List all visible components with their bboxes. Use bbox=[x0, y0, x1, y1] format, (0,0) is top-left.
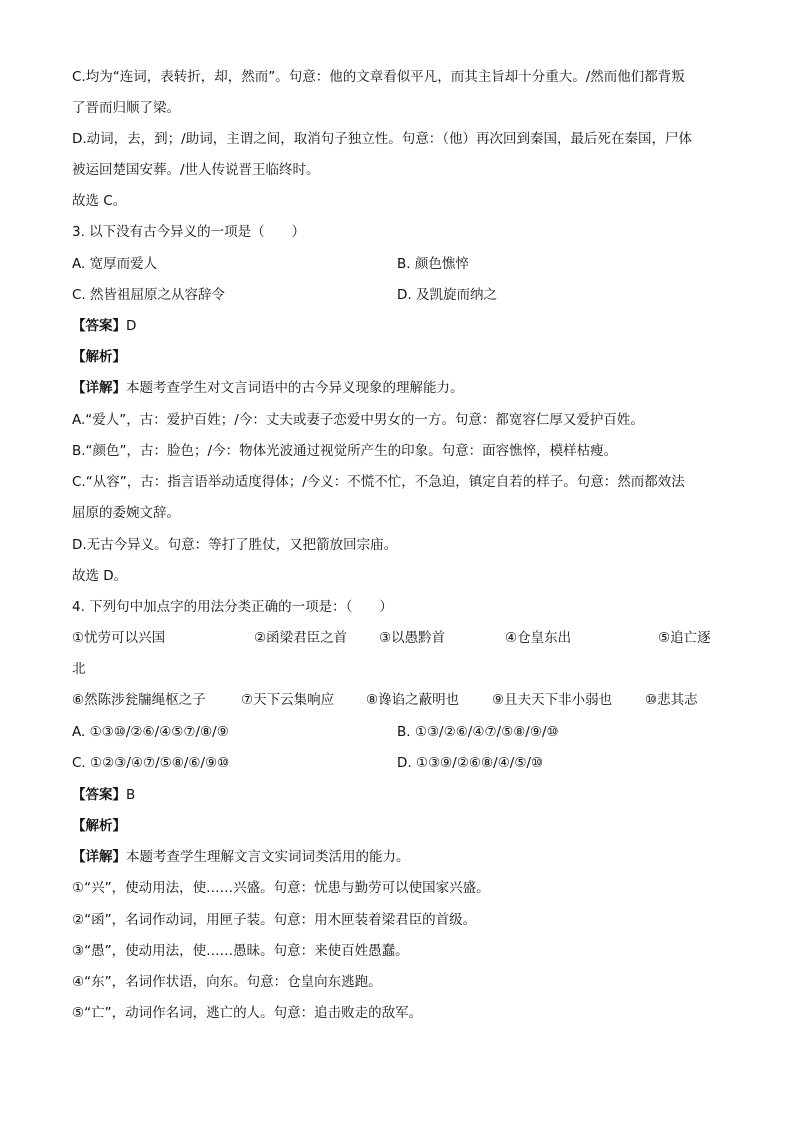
q4-item-8: ⑧谗谄之蔽明也 bbox=[366, 692, 460, 708]
q4-option-a: A. ①③⑩/②⑥/④⑤⑦/⑧/⑨ bbox=[72, 724, 229, 740]
question-3: 3. 以下没有古今异义的一项是（ ） bbox=[72, 224, 306, 240]
answer-choice-c: 故选 C。 bbox=[72, 193, 127, 209]
answer-value: D bbox=[126, 318, 137, 334]
q4-explain-3: ③“愚”，使动用法，使……愚昧。句意：来使百姓愚蠢。 bbox=[72, 943, 409, 959]
q3-explain-c: C.“从容”，古：指言语举动适度得体；/今义：不慌不忙，不急迫，镇定自若的样子。句意：然而都效法 bbox=[72, 474, 685, 490]
q4-option-b: B. ①③/②⑥/④⑦/⑤⑧/⑨/⑩ bbox=[397, 724, 559, 740]
q3-explain-d: D.无古今异义。句意：等打了胜仗，又把箭放回宗庙。 bbox=[72, 537, 398, 553]
question-4: 4. 下列句中加点字的用法分类正确的一项是：（ ） bbox=[72, 599, 393, 615]
answer-3 bbox=[72, 316, 136, 336]
q4-explain-5: ⑤“亡”，动词作名词，逃亡的人。句意：追击败走的敌军。 bbox=[72, 1005, 423, 1021]
detail-4 bbox=[72, 847, 410, 867]
q3-option-d: D. 及凯旋而纳之 bbox=[397, 287, 497, 303]
q3-explain-a: A.“爱人”，古：爱护百姓；/今：丈夫或妻子恋爱中男女的一方。句意：都宽容仁厚又爱护百姓。 bbox=[72, 412, 644, 428]
detail-label: 【详解】 bbox=[72, 380, 126, 396]
q4-explain-2: ②“函”，名词作动词，用匣子装。句意：用木匣装着梁君臣的首级。 bbox=[72, 912, 477, 928]
answer-4 bbox=[72, 785, 135, 805]
q3-option-c: C. 然皆祖屈原之从容辞令 bbox=[72, 287, 226, 303]
detail-text: 本题考查学生对文言词语中的古今异义现象的理解能力。 bbox=[126, 380, 464, 396]
detail-label: 【详解】 bbox=[72, 849, 126, 865]
q4-item-5-cont: 北 bbox=[72, 661, 86, 677]
q3-option-b: B. 颜色憔悴 bbox=[397, 256, 469, 272]
q3-explain-b: B.“颜色”，古：脸色；/今：物体光波通过视觉所产生的印象。句意：面容憔悴，模样枯瘦。 bbox=[72, 443, 618, 459]
q4-item-2: ②函梁君臣之首 bbox=[254, 630, 348, 646]
q4-item-10: ⑩悲其志 bbox=[645, 692, 698, 708]
q4-option-d: D. ①③⑨/②⑥⑧/④/⑤/⑩ bbox=[397, 755, 544, 771]
detail-3 bbox=[72, 378, 464, 398]
answer-choice-d: 故选 D。 bbox=[72, 568, 128, 584]
detail-text: 本题考查学生理解文言文实词词类活用的能力。 bbox=[126, 849, 410, 865]
option-d-explanation: D.动词，去，到；/助词，主谓之间，取消句子独立性。句意：（他）再次回到秦国，最后死在秦国，尸体 bbox=[72, 131, 692, 147]
q4-item-9: ⑨且夫天下非小弱也 bbox=[492, 692, 613, 708]
analysis-label-3: 【解析】 bbox=[72, 349, 126, 365]
answer-value: B bbox=[126, 787, 136, 803]
answer-label: 【答案】 bbox=[72, 787, 126, 803]
option-d-explanation-cont: 被运回楚国安葬。/世人传说晋王临终时。 bbox=[72, 162, 320, 178]
option-c-explanation: C.均为“连词，表转折，却，然而”。句意：他的文章看似平凡，而其主旨却十分重大。/然而他们都背叛 bbox=[72, 69, 685, 85]
q4-item-6: ⑥然陈涉瓮牖绳枢之子 bbox=[72, 692, 206, 708]
q4-item-4: ④仓皇东出 bbox=[505, 630, 572, 646]
q4-option-c: C. ①②③/④⑦/⑤⑧/⑥/⑨⑩ bbox=[72, 755, 230, 771]
q4-item-3: ③以愚黔首 bbox=[379, 630, 446, 646]
q4-item-1: ①忧劳可以兴国 bbox=[72, 630, 166, 646]
q3-explain-c-cont: 屈原的委婉文辞。 bbox=[72, 505, 180, 521]
option-c-explanation-cont: 了晋而归顺了梁。 bbox=[72, 100, 180, 116]
q4-item-5: ⑤追亡逐 bbox=[658, 630, 711, 646]
q4-item-7: ⑦天下云集响应 bbox=[241, 692, 335, 708]
q4-explain-1: ①“兴”，使动用法，使……兴盛。句意：忧患与勤劳可以使国家兴盛。 bbox=[72, 880, 490, 896]
q4-explain-4: ④“东”，名词作状语，向东。句意：仓皇向东逃跑。 bbox=[72, 974, 382, 990]
analysis-label-4: 【解析】 bbox=[72, 818, 126, 834]
q3-option-a: A. 宽厚而爱人 bbox=[72, 256, 158, 272]
answer-label: 【答案】 bbox=[72, 318, 126, 334]
